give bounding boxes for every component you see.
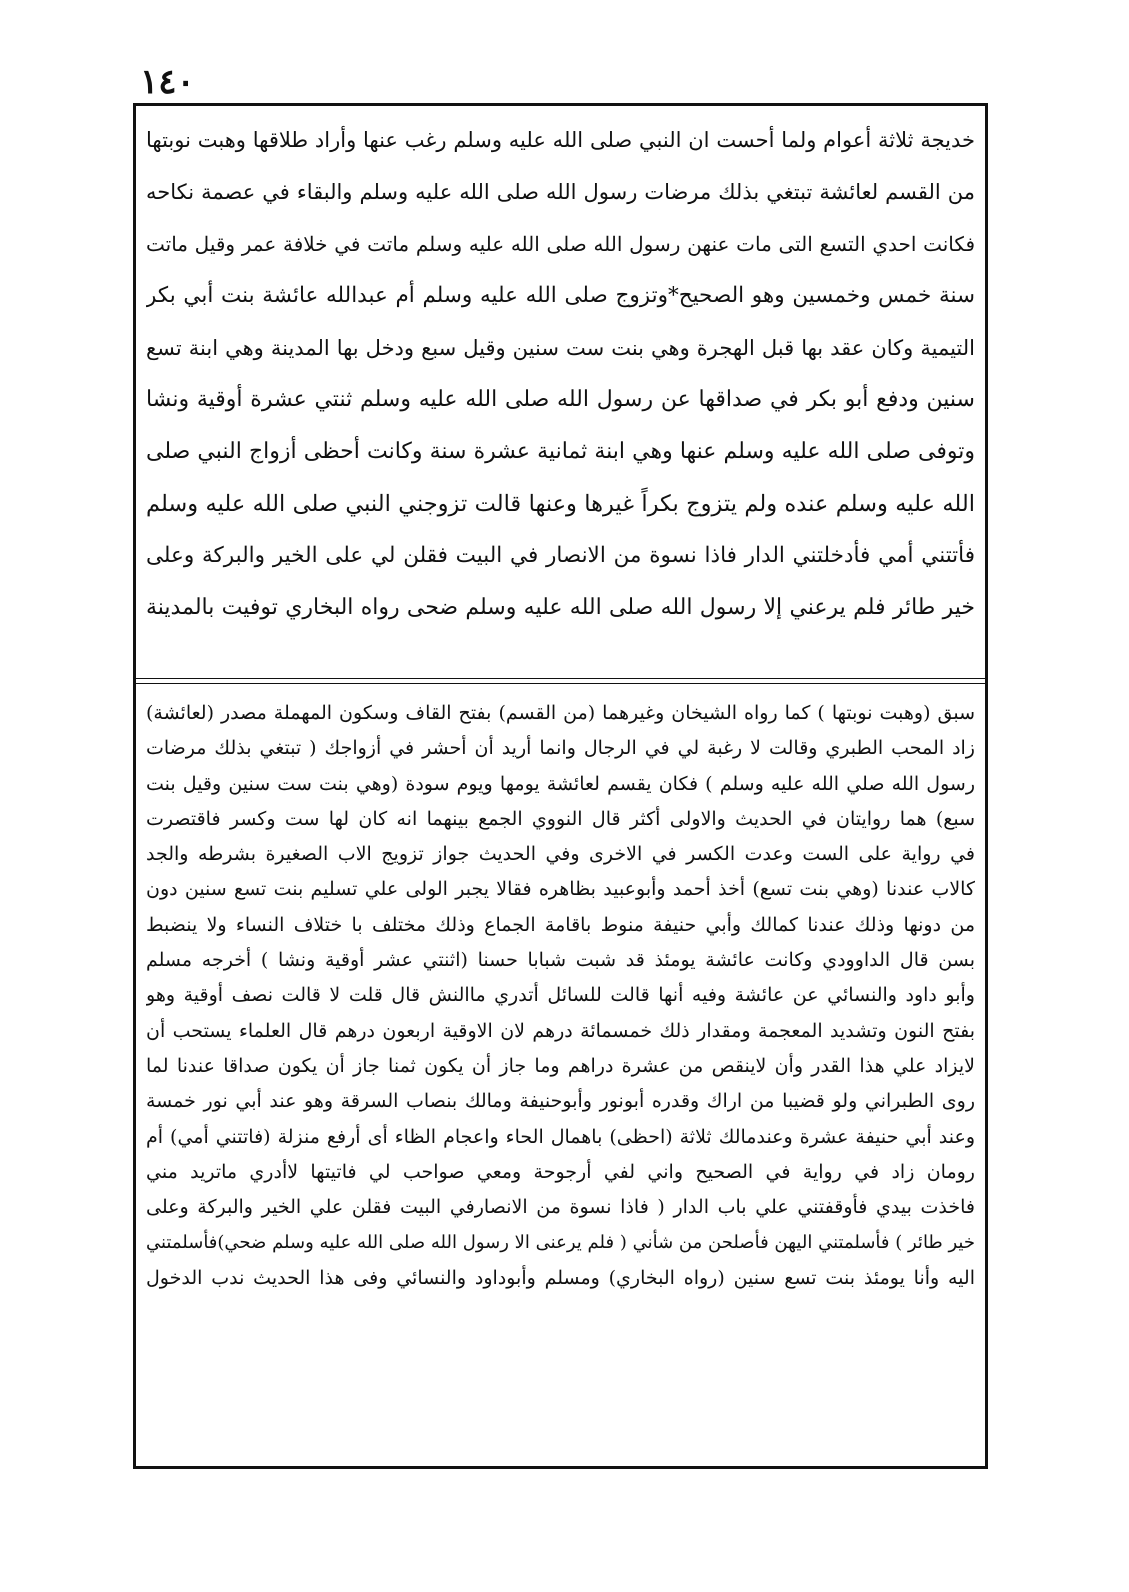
commentary-block — [146, 696, 975, 1296]
commentary-line: رسول الله صلي الله عليه وسلم ) فكان يقسم لعائشة يومها ويوم سودة (وهي بنت ست سنين وقيل بنت — [146, 772, 975, 795]
commentary-line: خير طائر ) فأسلمتني اليهن فأصلحن من شأني ( فلم يرعنى الا رسول الله صلى الله عليه وسلم ضحي)فأسلمتني — [146, 1232, 975, 1254]
commentary-line: من دونها وذلك عندنا كمالك وأبي حنيفة منوط باقامة الجماع وذلك مختلف با ختلاف النساء ولا ينضبط — [146, 913, 975, 936]
main-text-line: وتوفى صلى الله عليه وسلم عنها وهي ابنة ثمانية عشرة سنة وكانت أحظى أزواج النبي صلى — [146, 439, 975, 464]
commentary-line: سبع) هما روايتان في الحديث والاولى أكثر قال النووي الجمع بينهما انه كان لها ست وكسر فاقتصرت — [146, 807, 975, 830]
page-number: ١٤٠ — [140, 62, 195, 102]
main-text-line: سنة خمس وخمسين وهو الصحيح*وتزوج صلى الله عليه وسلم أم عبدالله عائشة بنت أبي بكر — [146, 283, 975, 308]
main-text-line: من القسم لعائشة تبتغي بذلك مرضات رسول الله صلى الله عليه وسلم والبقاء في عصمة نكاحه — [146, 180, 975, 204]
commentary-line: اليه وأنا يومئذ بنت تسع سنين (رواه البخاري) ومسلم وأبوداود والنسائي وفى هذا الحديث ندب الدخول — [146, 1266, 975, 1289]
commentary-line: زاد المحب الطبري وقالت لا رغبة لي في الرجال وانما أريد أن أحشر في أزواجك ( تبتغي بذلك مرضات — [146, 737, 975, 760]
main-text-line: الله عليه وسلم عنده ولم يتزوج بكراً غيرها وعنها قالت تزوجني النبي صلى الله عليه وسلم — [146, 491, 975, 517]
main-text-line: فأتتني أمي فأدخلتني الدار فاذا نسوة من الانصار في البيت فقلن لي على الخير والبركة وعلى — [146, 543, 975, 568]
main-text-block — [146, 114, 975, 634]
commentary-line: كالاب عندنا (وهي بنت تسع) أخذ أحمد وأبوعبيد بظاهره فقالا يجبر الولى علي تسليم بنت تسع سنين دون — [146, 878, 975, 901]
commentary-line: وأبو داود والنسائي عن عائشة وفيه أنها قالت للسائل أتدري ماالنش قال قلت لا قالت نصف أوقية وهو — [146, 984, 975, 1007]
commentary-line: بسن قال الداوودي وكانت عائشة يومئذ قد شبت شبابا حسنا (اثنتي عشر أوقية ونشا ) أخرجه مسلم — [146, 949, 975, 972]
main-text-line: فكانت احدي التسع التى مات عنهن رسول الله صلى الله عليه وسلم ماتت في خلافة عمر وقيل ماتت — [146, 232, 975, 256]
commentary-line: فاخذت بيدي فأوقفتني علي باب الدار ( فاذا نسوة من الانصارفي البيت فقلن علي الخير والبركة وعلى — [146, 1196, 975, 1219]
commentary-line: سبق (وهبت نوبتها ) كما رواه الشيخان وغيرهما (من القسم) بفتح القاف وسكون المهملة مصدر (لعائشة) — [146, 702, 975, 724]
main-text-line: خير طائر فلم يرعني إلا رسول الله صلى الله عليه وسلم ضحى رواه البخاري توفيت بالمدينة — [146, 595, 975, 620]
commentary-line: بفتح النون وتشديد المعجمة ومقدار ذلك خمسمائة درهم لان الاوقية اربعون درهم قال العلماء يستحب أن — [146, 1019, 975, 1042]
commentary-line: رومان زاد في رواية في الصحيح واني لفي أرجوحة ومعي صواحب لي فاتيتها لاأدري ماتريد مني — [146, 1160, 975, 1183]
commentary-line: وعند أبي حنيفة عشرة وعندمالك ثلاثة (احظى) باهمال الحاء واعجام الظاء أى أرفع منزلة (فاتتني أمي) أم — [146, 1125, 975, 1148]
commentary-line: لايزاد علي هذا القدر وأن لاينقص من عشرة دراهم وما جاز أن يكون ثمنا جاز أن يكون صداقا عندنا لما — [146, 1054, 975, 1077]
main-text-line: خديجة ثلاثة أعوام ولما أحست ان النبي صلى الله عليه وسلم رغب عنها وأراد طلاقها وهبت نوبتها — [146, 128, 975, 152]
footnote-separator — [136, 678, 985, 684]
commentary-line: في رواية على الست وعدت الكسر في الاخرى وفي الحديث جواز تزويج الاب الصغيرة بشرطه والجد — [146, 843, 975, 866]
text-frame — [133, 103, 988, 1469]
main-text-line: التيمية وكان عقد بها قبل الهجرة وهي بنت ست سنين وقيل سبع ودخل بها المدينة وهي ابنة تسع — [146, 336, 975, 360]
commentary-line: روى الطبراني ولو قضيبا من اراك وقدره أبونور وأبوحنيفة ومالك بنصاب السرقة وهو عند أبي نور خمسة — [146, 1090, 975, 1113]
main-text-line: سنين ودفع أبو بكر في صداقها عن رسول الله صلى الله عليه وسلم ثنتي عشرة أوقية ونشا — [146, 387, 975, 412]
